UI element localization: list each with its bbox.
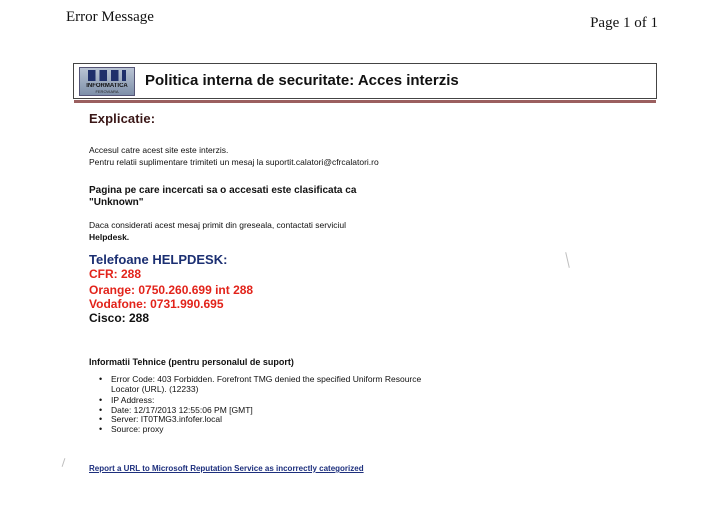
logo-subtext: FEROVIARA	[95, 90, 119, 94]
scan-artifact-mark	[62, 458, 66, 467]
technical-server: • Server: IT0TMG3.infofer.local	[111, 414, 441, 424]
helpdesk-phone-vodafone: Vodafone: 0731.990.695	[89, 297, 224, 311]
logo-text: INFORMATICA	[86, 83, 128, 89]
page-indicator: Page 1 of 1	[590, 15, 658, 31]
informatica-logo	[79, 67, 135, 96]
classification-warning-line-1: Pagina pe care incercati sa o accesati este clasificata ca	[89, 185, 357, 196]
technical-source: • Source: proxy	[111, 424, 441, 434]
helpdesk-contact-line-1: Daca considerati acest mesaj primit din greseala, contactati serviciul	[89, 220, 347, 230]
document-header	[0, 0, 720, 36]
helpdesk-phone-orange: Orange: 0750.260.699 int 288	[89, 283, 254, 297]
banner-title: Politica interna de securitate: Acces interzis	[145, 72, 459, 89]
document-title: Error Message	[66, 9, 154, 25]
technical-ip-address: • IP Address:	[111, 395, 441, 405]
support-contact-text: Pentru relatii suplimentare trimiteti un mesaj la suportit.calatori@cfrcalatori.ro	[89, 157, 379, 167]
helpdesk-contact-line-2: Helpdesk.	[89, 232, 130, 242]
classification-warning-line-2: "Unknown"	[89, 197, 144, 208]
access-denied-text: Accesul catre acest site este interzis.	[89, 145, 229, 155]
report-url-link[interactable]: Report a URL to Microsoft Reputation Service as incorrectly categorized	[89, 464, 364, 473]
technical-error-code: • Error Code: 403 Forbidden. Forefront TMG denied the specified Uniform Resource Locator (URL). (12233)	[111, 374, 441, 394]
security-policy-banner	[73, 63, 657, 99]
helpdesk-phones-title: Telefoane HELPDESK:	[89, 252, 228, 267]
scan-artifact-mark	[565, 252, 570, 268]
technical-info-title: Informatii Tehnice (pentru personalul de suport)	[89, 357, 294, 367]
logo-mark	[88, 70, 126, 81]
helpdesk-phone-cfr: CFR: 288	[89, 267, 142, 281]
helpdesk-phone-cisco: Cisco: 288	[89, 311, 150, 325]
technical-date: • Date: 12/17/2013 12:55:06 PM [GMT]	[111, 405, 441, 415]
explanation-heading: Explicatie:	[89, 111, 156, 126]
